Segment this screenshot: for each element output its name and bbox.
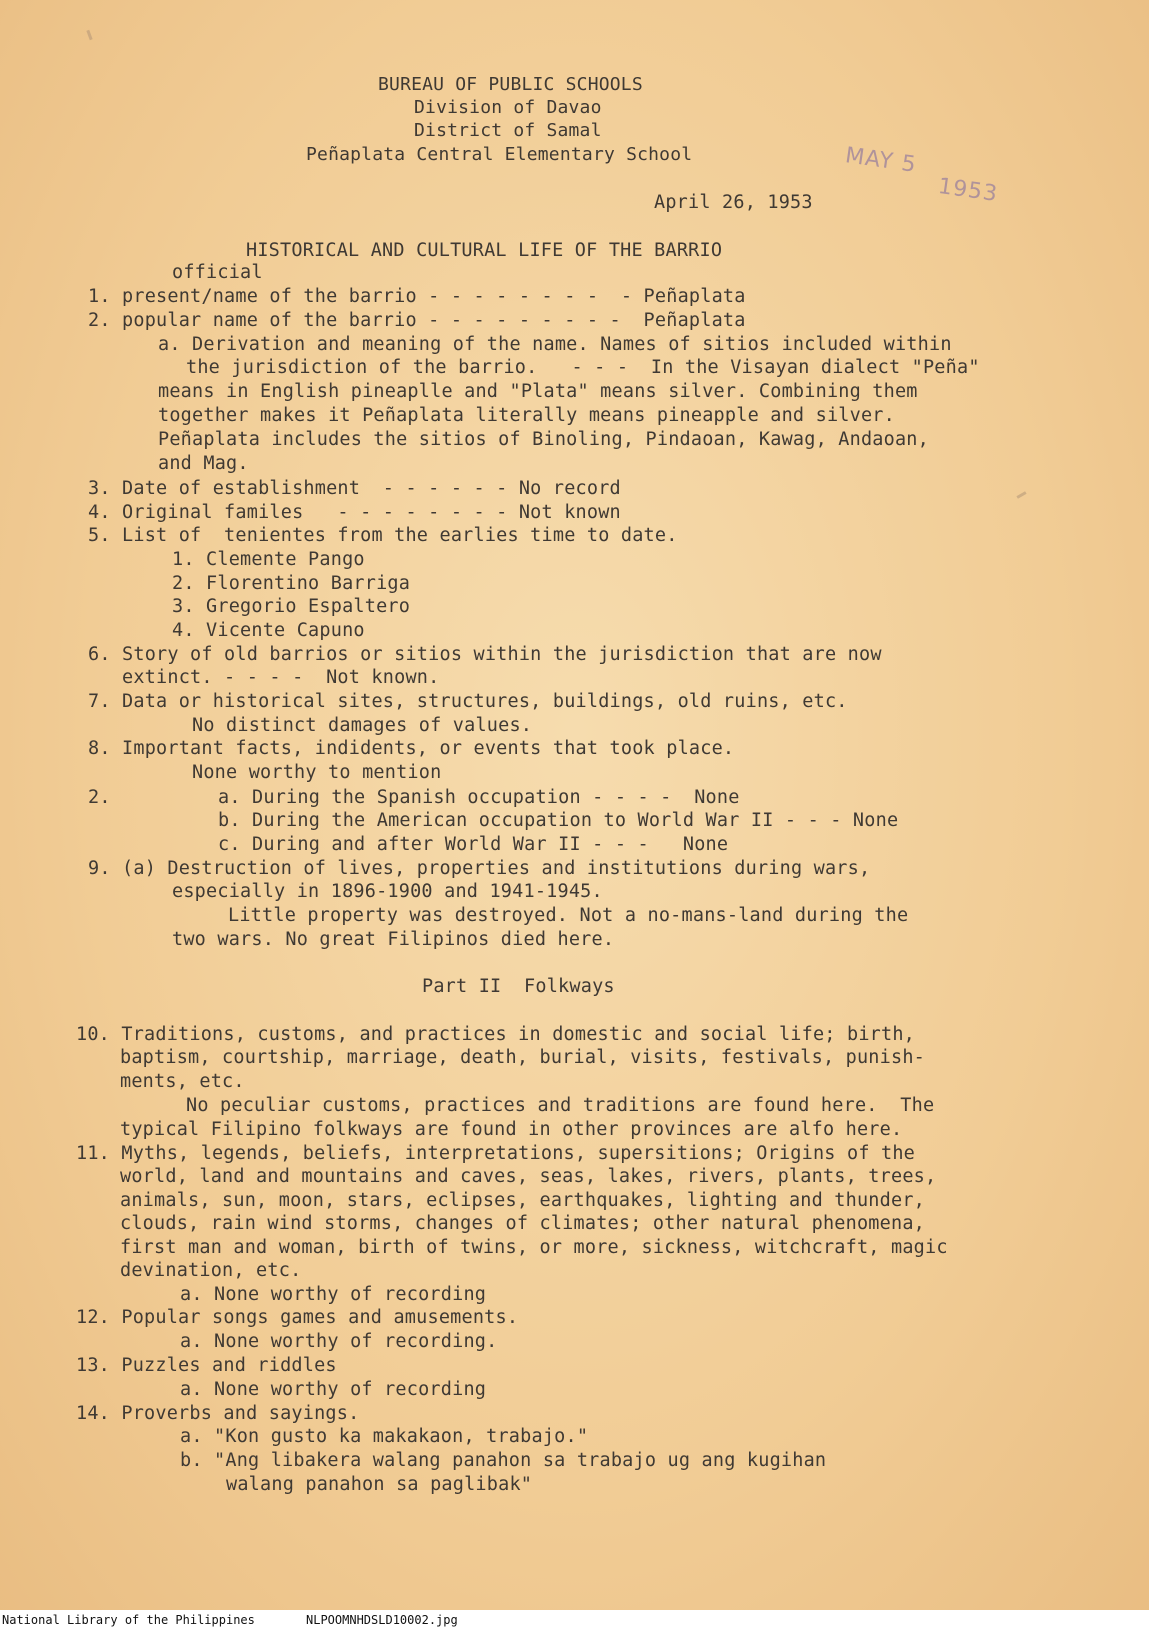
item-5: 5. List of tenientes from the earlies time to date. <box>88 525 678 546</box>
header-school: Peñaplata Central Elementary School <box>306 144 693 165</box>
text-line: No peculiar customs, practices and traditions are found here. The <box>186 1095 935 1116</box>
item-2: 2. popular name of the barrio - - - - - - - - - Peñaplata <box>88 310 746 331</box>
text-line: ments, etc. <box>120 1071 245 1092</box>
item-2a: a. Derivation and meaning of the name. Names of sitios included within <box>158 334 952 355</box>
received-stamp-year: 1953 <box>936 173 1000 208</box>
item-13: 13. Puzzles and riddles <box>76 1355 337 1376</box>
item-8b: b. During the American occupation to World War II - - - None <box>218 810 899 831</box>
item-number-marker: 2. <box>88 787 111 808</box>
item-8c: c. During and after World War II - - - None <box>218 834 729 855</box>
proverb-a: a. "Kon gusto ka makakaon, trabajo." <box>180 1426 589 1447</box>
item-14: 14. Proverbs and sayings. <box>76 1403 360 1424</box>
header-bureau: BUREAU OF PUBLIC SCHOOLS <box>378 74 643 95</box>
text-line: two wars. No great Filipinos died here. <box>172 929 615 950</box>
footer-filename: NLPOOMNHDSLD10002.jpg <box>306 1613 458 1627</box>
text-line: typical Filipino folkways are found in other provinces are alfo here. <box>120 1119 903 1140</box>
teniente-item: 2. Florentino Barriga <box>172 573 411 594</box>
text-line: official <box>172 262 263 283</box>
paper-mark <box>86 30 92 40</box>
text-line: world, land and mountains and caves, seas, lakes, rivers, plants, trees, <box>120 1166 937 1187</box>
item-8: 8. Important facts, indidents, or events that took place. <box>88 738 735 759</box>
text-line: Little property was destroyed. Not a no-mans-land during the <box>228 905 909 926</box>
header-division: Division of Davao <box>414 97 602 118</box>
text-line: means in English pineaplle and "Plata" means silver. Combining them <box>158 381 918 402</box>
item-11a: a. None worthy of recording <box>180 1284 487 1305</box>
item-12a: a. None worthy of recording. <box>180 1331 498 1352</box>
item-9: 9. (a) Destruction of lives, properties and institutions during wars, <box>88 858 871 879</box>
footer-bar <box>0 1610 1149 1630</box>
item-3: 3. Date of establishment - - - - - - No record <box>88 478 621 499</box>
text-line: the jurisdiction of the barrio. - - - In the Visayan dialect "Peña" <box>186 357 980 378</box>
text-line: first man and woman, birth of twins, or more, sickness, witchcraft, magic <box>120 1237 948 1258</box>
text-line: animals, sun, moon, stars, eclipses, earthquakes, lighting and thunder, <box>120 1190 925 1211</box>
text-line: especially in 1896-1900 and 1941-1945. <box>172 881 603 902</box>
received-stamp-month: MAY 5 <box>843 143 919 178</box>
item-1: 1. present/name of the barrio - - - - - - - - - Peñaplata <box>88 286 746 307</box>
item-7: 7. Data or historical sites, structures, buildings, old ruins, etc. <box>88 691 848 712</box>
paper-mark <box>1016 491 1026 499</box>
document-title: HISTORICAL AND CULTURAL LIFE OF THE BARRIO <box>246 240 723 261</box>
text-line: extinct. - - - - Not known. <box>122 667 440 688</box>
text-line: walang panahon sa paglibak" <box>226 1474 533 1495</box>
proverb-b: b. "Ang libakera walang panahon sa trabajo ug ang kugihan <box>180 1450 827 1471</box>
text-line: clouds, rain wind storms, changes of climates; other natural phenomena, <box>120 1213 925 1234</box>
teniente-item: 3. Gregorio Espaltero <box>172 596 411 617</box>
section-heading: Part II Folkways <box>422 976 615 997</box>
teniente-item: 4. Vicente Capuno <box>172 620 365 641</box>
text-line: together makes it Peñaplata literally means pineapple and silver. <box>158 405 895 426</box>
header-district: District of Samal <box>414 120 602 141</box>
text-line: None worthy to mention <box>192 762 442 783</box>
document-date: April 26, 1953 <box>654 192 813 213</box>
item-6: 6. Story of old barrios or sitios within the jurisdiction that are now <box>88 644 882 665</box>
teniente-item: 1. Clemente Pango <box>172 549 365 570</box>
text-line: Peñaplata includes the sitios of Binoling, Pindaoan, Kawag, Andaoan, <box>158 429 929 450</box>
text-line: and Mag. <box>158 453 249 474</box>
text-line: baptism, courtship, marriage, death, burial, visits, festivals, punish- <box>120 1047 925 1068</box>
item-12: 12. Popular songs games and amusements. <box>76 1307 519 1328</box>
text-line: devination, etc. <box>120 1260 302 1281</box>
item-8a: a. During the Spanish occupation - - - - None <box>218 787 740 808</box>
item-13a: a. None worthy of recording <box>180 1379 487 1400</box>
item-11: 11. Myths, legends, beliefs, interpretations, supersitions; Origins of the <box>76 1143 916 1164</box>
footer-source: National Library of the Philippines <box>2 1613 255 1627</box>
item-10: 10. Traditions, customs, and practices in domestic and social life; birth, <box>76 1024 916 1045</box>
item-4: 4. Original familes - - - - - - - - Not known <box>88 502 621 523</box>
text-line: No distinct damages of values. <box>192 715 533 736</box>
